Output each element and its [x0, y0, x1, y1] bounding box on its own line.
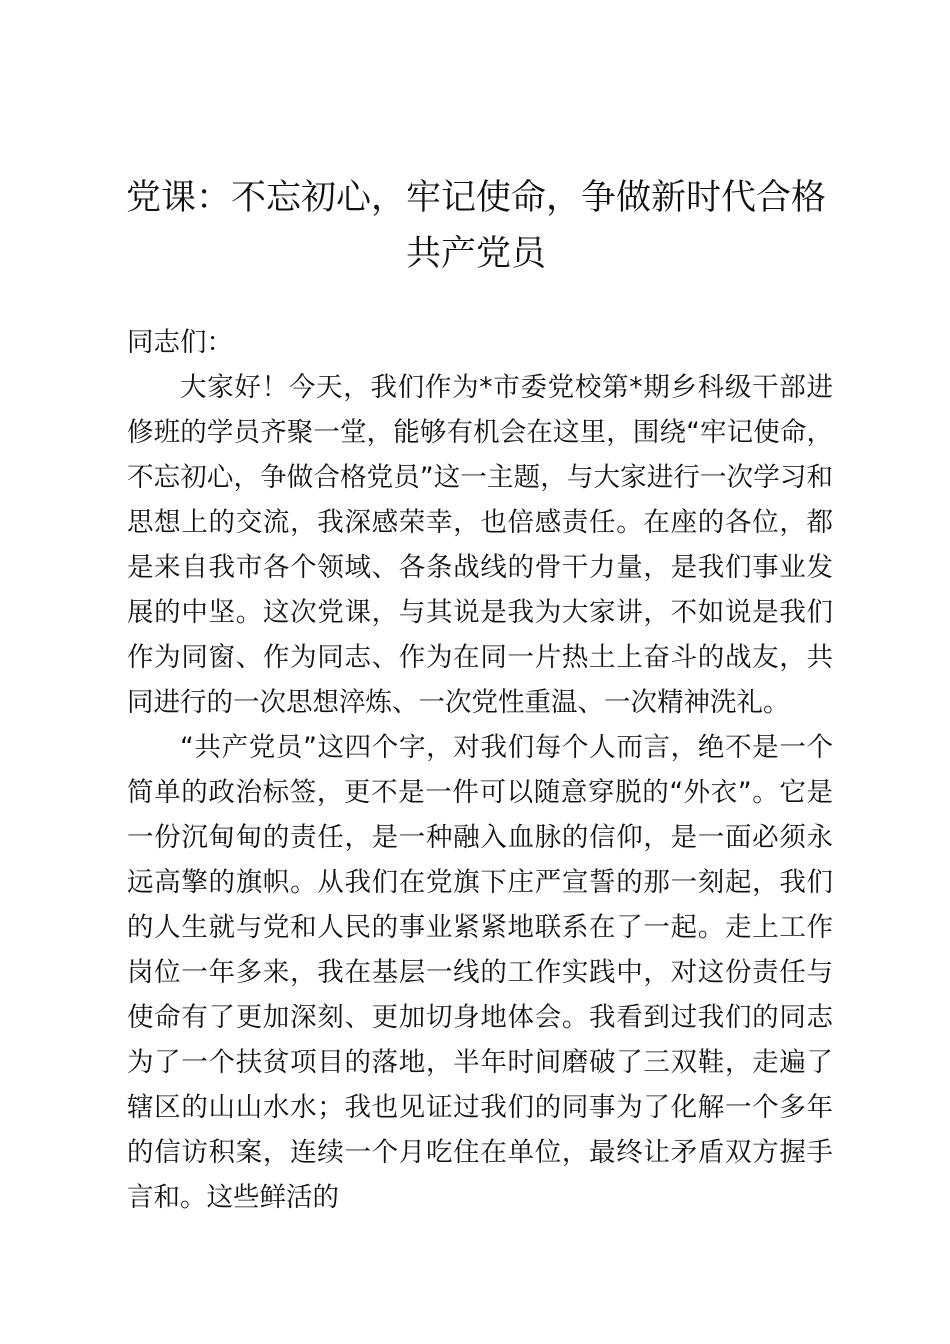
document-title — [120, 170, 832, 282]
document-body — [127, 320, 833, 1220]
paragraph-2: “共产党员”这四个字，对我们每个人而言，绝不是一个简单的政治标签，更不是一件可以随意穿脱的“外衣”。它是一份沉甸甸的责任，是一种融入血脉的信仰，是一面必须永远高擎的旗帜。从我们在党旗下庄严宣誓的那一刻起，我们的人生就与党和人民的事业紧紧地联系在了一起。走上工作岗位一年多来，我在基层一线的工作实践中，对这份责任与使命有了更加深刻、更加切身地体会。我看到过我们的同志为了一个扶贫项目的落地，半年时间磨破了三双鞋，走遍了辖区的山山水水；我也见证过我们的同事为了化解一个多年的信访积案，连续一个月吃住在单位，最终让矛盾双方握手言和。这些鲜活的 — [127, 732, 833, 1213]
salutation: 同志们： — [127, 327, 233, 358]
paragraph-1: 大家好！今天，我们作为*市委党校第*期乡科级干部进修班的学员齐聚一堂，能够有机会在这里，围绕“牢记使命，不忘初心，争做合格党员”这一主题，与大家进行一次学习和思想上的交流，我深感荣幸，也倍感责任。在座的各位，都是来自我市各个领域、各条战线的骨干力量，是我们事业发展的中坚。这次党课，与其说是我为大家讲，不如说是我们作为同窗、作为同志、作为在同一片热土上奋斗的战友，共同进行的一次思想淬炼、一次党性重温、一次精神洗礼。 — [127, 372, 833, 718]
title-line-2: 共产党员 — [405, 234, 546, 274]
title-line-1: 党课：不忘初心，牢记使命，争做新时代合格 — [125, 178, 826, 218]
